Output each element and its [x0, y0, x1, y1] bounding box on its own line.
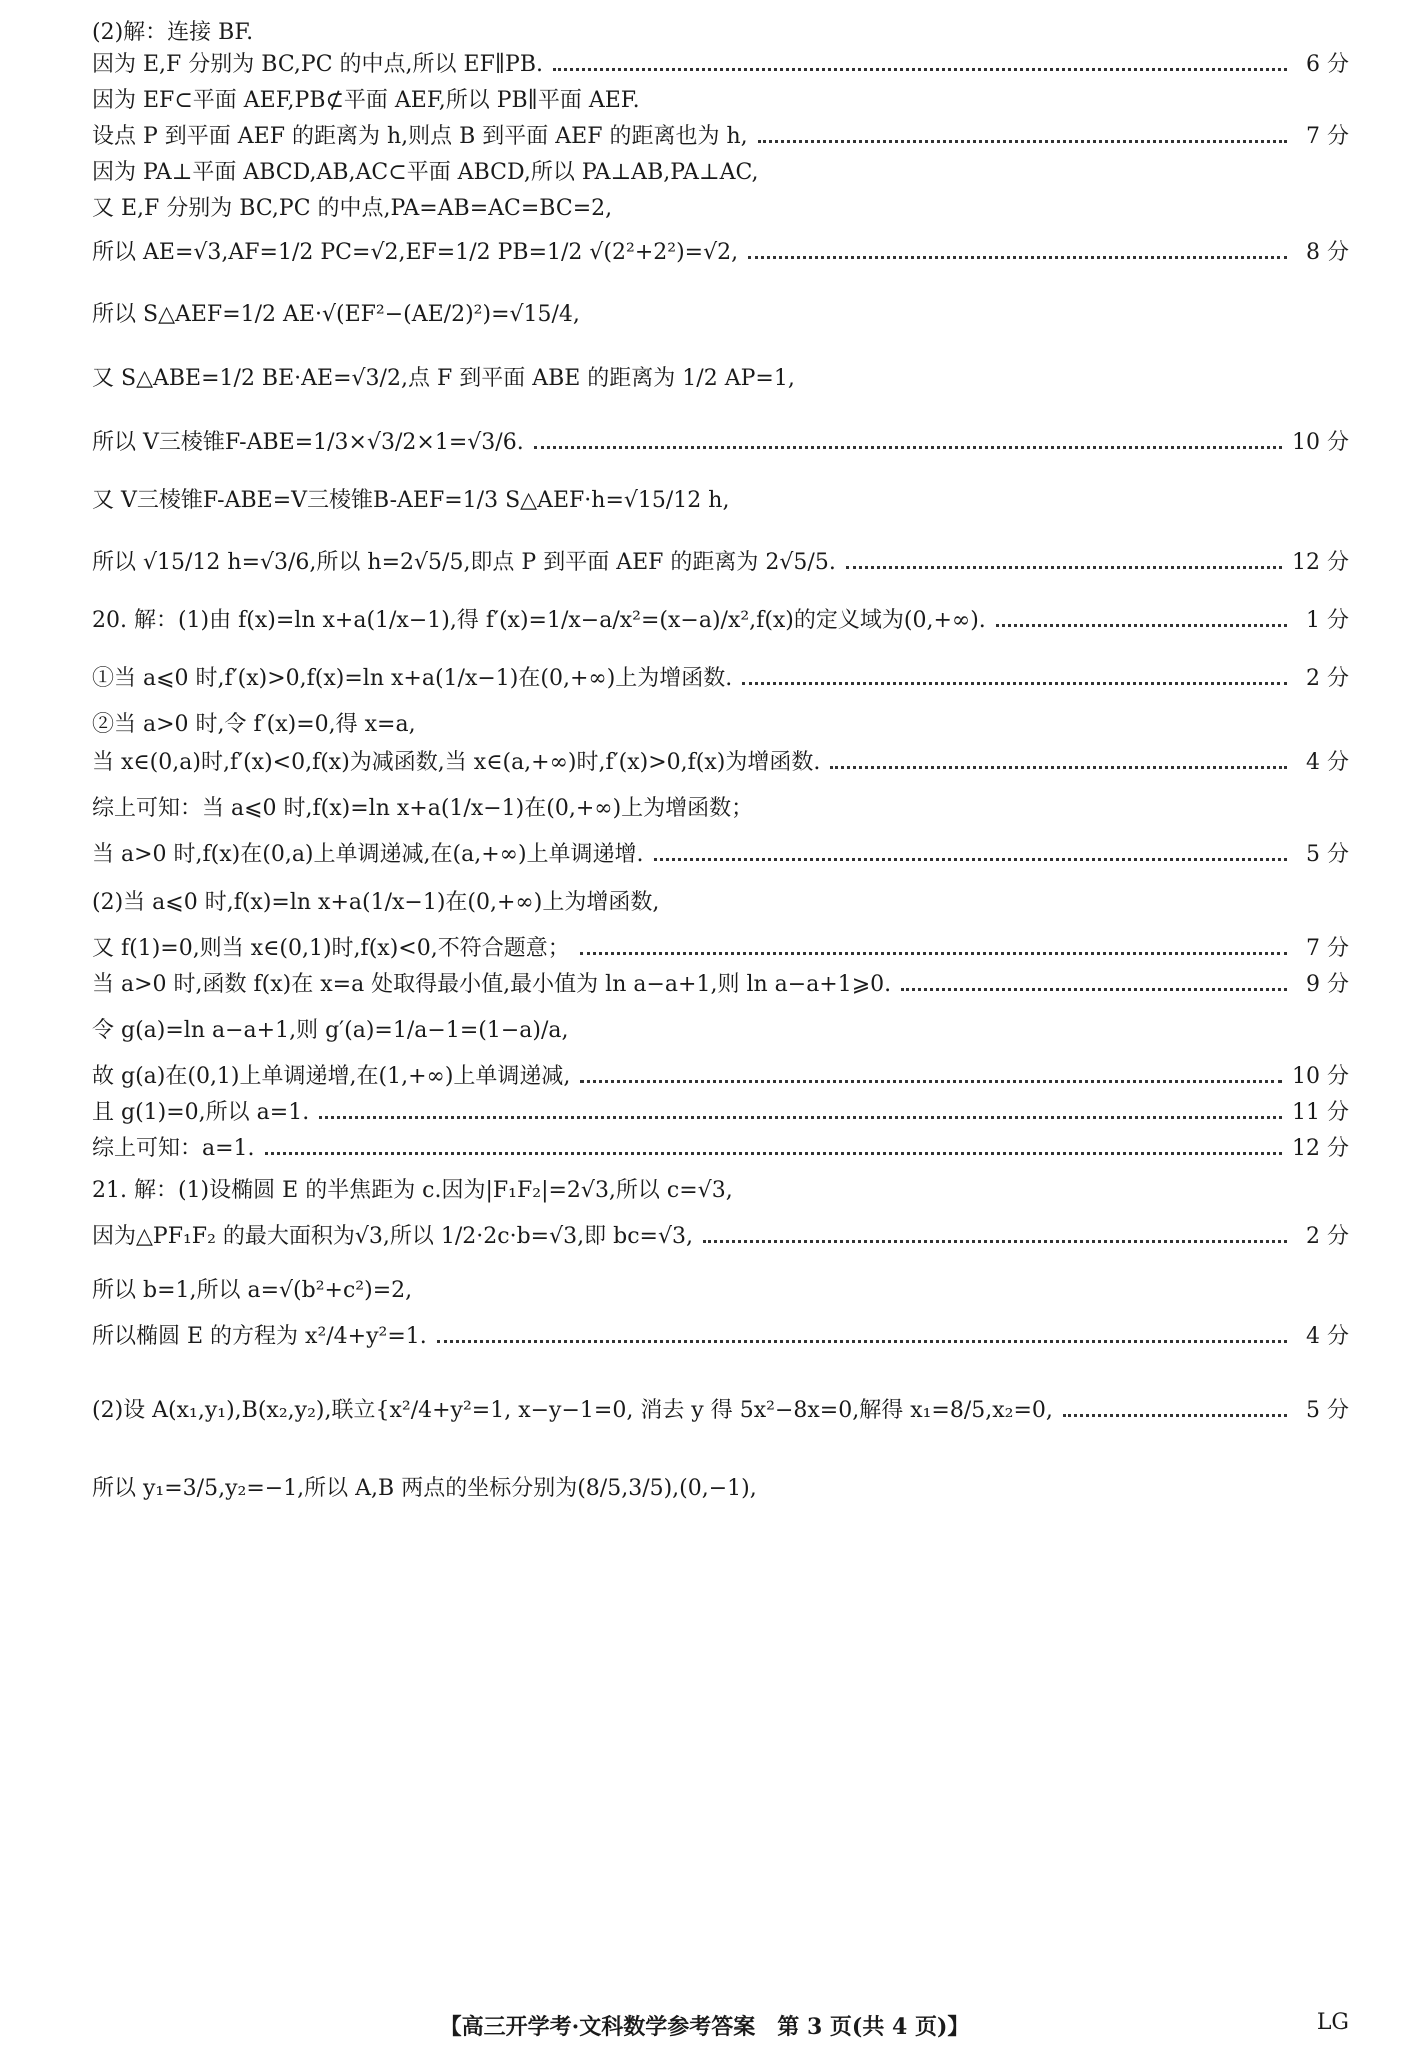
answer-line [92, 970, 1349, 1000]
score-label: 4 分 [1306, 1324, 1349, 1349]
answer-line-text: 令 g(a)=ln a−a+1,则 g′(a)=1/a−1=(1−a)/a, [92, 1018, 569, 1043]
answer-line [92, 840, 1349, 870]
answer-line [92, 428, 1349, 458]
dot-leader [901, 988, 1287, 991]
answer-line [92, 664, 1349, 694]
score-label: 1 分 [1306, 608, 1349, 633]
dot-leader [742, 682, 1287, 685]
answer-line-text: 当 a>0 时,f(x)在(0,a)上单调递减,在(a,+∞)上单调递增. [92, 842, 644, 867]
answer-line [92, 606, 1349, 636]
answer-line-text: 所以 √15/12 h=√3/6,所以 h=2√5/5,即点 P 到平面 AEF 的距离为 2√5/5. [92, 550, 836, 575]
answer-line-text: 所以 V三棱锥F-ABE=1/3×√3/2×1=√3/6. [92, 430, 524, 455]
answer-line [92, 194, 1349, 224]
answer-line [92, 1222, 1349, 1252]
dot-leader [265, 1152, 1282, 1155]
answer-line [92, 888, 1349, 918]
dot-leader [319, 1116, 1282, 1119]
dot-leader [580, 1080, 1282, 1083]
answer-line-text: 又 f(1)=0,则当 x∈(0,1)时,f(x)<0,不符合题意； [92, 936, 570, 961]
answer-line [92, 1134, 1349, 1164]
answer-line-text: (2)解：连接 BF. [92, 20, 254, 45]
score-label: 2 分 [1306, 1224, 1349, 1249]
score-label: 10 分 [1292, 1064, 1349, 1089]
answer-line-text: 因为△PF₁F₂ 的最大面积为√3,所以 1/2·2c·b=√3,即 bc=√3, [92, 1224, 693, 1249]
answer-line-text: 所以 b=1,所以 a=√(b²+c²)=2, [92, 1278, 413, 1303]
dot-leader [553, 68, 1287, 71]
answer-line [92, 50, 1349, 80]
answer-line [92, 1396, 1349, 1426]
score-label: 5 分 [1306, 1398, 1349, 1423]
answer-line-text: (2)设 A(x₁,y₁),B(x₂,y₂),联立{x²/4+y²=1, x−y−1=0, 消去 y 得 5x²−8x=0,解得 x₁=8/5,x₂=0, [92, 1398, 1053, 1423]
answer-line-text: (2)当 a⩽0 时,f(x)=ln x+a(1/x−1)在(0,+∞)上为增函数, [92, 890, 660, 915]
answer-line [92, 300, 1349, 330]
score-label: 9 分 [1306, 972, 1349, 997]
answer-line-text: 当 a>0 时,函数 f(x)在 x=a 处取得最小值,最小值为 ln a−a+1,则 ln a−a+1⩾0. [92, 972, 892, 997]
score-label: 12 分 [1292, 550, 1349, 575]
score-label: 7 分 [1306, 936, 1349, 961]
score-label: 5 分 [1306, 842, 1349, 867]
answer-line-text: 21. 解：(1)设椭圆 E 的半焦距为 c.因为|F₁F₂|=2√3,所以 c=√3, [92, 1178, 733, 1203]
answer-line [92, 364, 1349, 394]
answer-line-text: 所以 AE=√3,AF=1/2 PC=√2,EF=1/2 PB=1/2 √(2²+2²)=√2, [92, 240, 739, 265]
answer-line [92, 1176, 1349, 1206]
score-label: 4 分 [1306, 750, 1349, 775]
answer-line-text: 设点 P 到平面 AEF 的距离为 h,则点 B 到平面 AEF 的距离也为 h, [92, 124, 748, 149]
answer-line-text: 所以 y₁=3/5,y₂=−1,所以 A,B 两点的坐标分别为(8/5,3/5),(0,−1), [92, 1476, 757, 1501]
answer-line-text: ②当 a>0 时,令 f′(x)=0,得 x=a, [92, 712, 416, 737]
answer-line-text: 因为 PA⊥平面 ABCD,AB,AC⊂平面 ABCD,所以 PA⊥AB,PA⊥AC, [92, 160, 759, 185]
answer-line [92, 1062, 1349, 1092]
answer-line-text: 20. 解：(1)由 f(x)=ln x+a(1/x−1),得 f′(x)=1/x−a/x²=(x−a)/x²,f(x)的定义域为(0,+∞). [92, 608, 986, 633]
page-footer: 【高三开学考·文科数学参考答案 第 3 页(共 4 页)】 [439, 2014, 970, 2040]
answer-line-text: 且 g(1)=0,所以 a=1. [92, 1100, 310, 1125]
answer-line-text: 又 E,F 分别为 BC,PC 的中点,PA=AB=AC=BC=2, [92, 196, 613, 221]
score-label: 11 分 [1292, 1100, 1349, 1125]
score-label: 10 分 [1292, 430, 1349, 455]
answer-line [92, 748, 1349, 778]
score-label: 6 分 [1306, 52, 1349, 77]
answer-line [92, 486, 1349, 516]
score-label: 12 分 [1292, 1136, 1349, 1161]
answer-line [92, 158, 1349, 188]
answer-line [92, 122, 1349, 152]
answer-line [92, 794, 1349, 824]
answer-line [92, 1016, 1349, 1046]
answer-line [92, 1098, 1349, 1128]
dot-leader [748, 256, 1287, 259]
score-label: 2 分 [1306, 666, 1349, 691]
answer-line [92, 1474, 1349, 1504]
dot-leader [996, 624, 1287, 627]
dot-leader [758, 140, 1287, 143]
answer-line [92, 1322, 1349, 1352]
answer-line [92, 934, 1349, 964]
answer-line-text: 故 g(a)在(0,1)上单调递增,在(1,+∞)上单调递减, [92, 1064, 571, 1089]
dot-leader [534, 446, 1282, 449]
dot-leader [846, 566, 1282, 569]
answer-line-text: 因为 E,F 分别为 BC,PC 的中点,所以 EF∥PB. [92, 52, 543, 77]
answer-line [92, 710, 1349, 740]
footer-code: LG [1316, 2010, 1349, 2035]
answer-line [92, 548, 1349, 578]
dot-leader [437, 1340, 1287, 1343]
score-label: 8 分 [1306, 240, 1349, 265]
answer-line [92, 238, 1349, 268]
dot-leader [830, 766, 1287, 769]
answer-line-text: ①当 a⩽0 时,f′(x)>0,f(x)=ln x+a(1/x−1)在(0,+∞)上为增函数. [92, 666, 733, 691]
answer-line-text: 所以椭圆 E 的方程为 x²/4+y²=1. [92, 1324, 427, 1349]
dot-leader [580, 952, 1287, 955]
answer-line-text: 所以 S△AEF=1/2 AE·√(EF²−(AE/2)²)=√15/4, [92, 302, 580, 327]
score-label: 7 分 [1306, 124, 1349, 149]
dot-leader [1063, 1414, 1287, 1417]
answer-line [92, 1276, 1349, 1306]
dot-leader [654, 858, 1287, 861]
answer-line-text: 综上可知：当 a⩽0 时,f(x)=ln x+a(1/x−1)在(0,+∞)上为增函数； [92, 796, 754, 821]
answer-line-text: 因为 EF⊂平面 AEF,PB⊄平面 AEF,所以 PB∥平面 AEF. [92, 88, 640, 113]
dot-leader [703, 1240, 1287, 1243]
answer-line [92, 86, 1349, 116]
answer-line-text: 综上可知：a=1. [92, 1136, 255, 1161]
answer-line-text: 又 S△ABE=1/2 BE·AE=√3/2,点 F 到平面 ABE 的距离为 1/2 AP=1, [92, 366, 795, 391]
answer-line-text: 当 x∈(0,a)时,f′(x)<0,f(x)为减函数,当 x∈(a,+∞)时,f′(x)>0,f(x)为增函数. [92, 750, 821, 775]
answer-line [92, 18, 1349, 48]
answer-line-text: 又 V三棱锥F-ABE=V三棱锥B-AEF=1/3 S△AEF·h=√15/12 h, [92, 488, 730, 513]
